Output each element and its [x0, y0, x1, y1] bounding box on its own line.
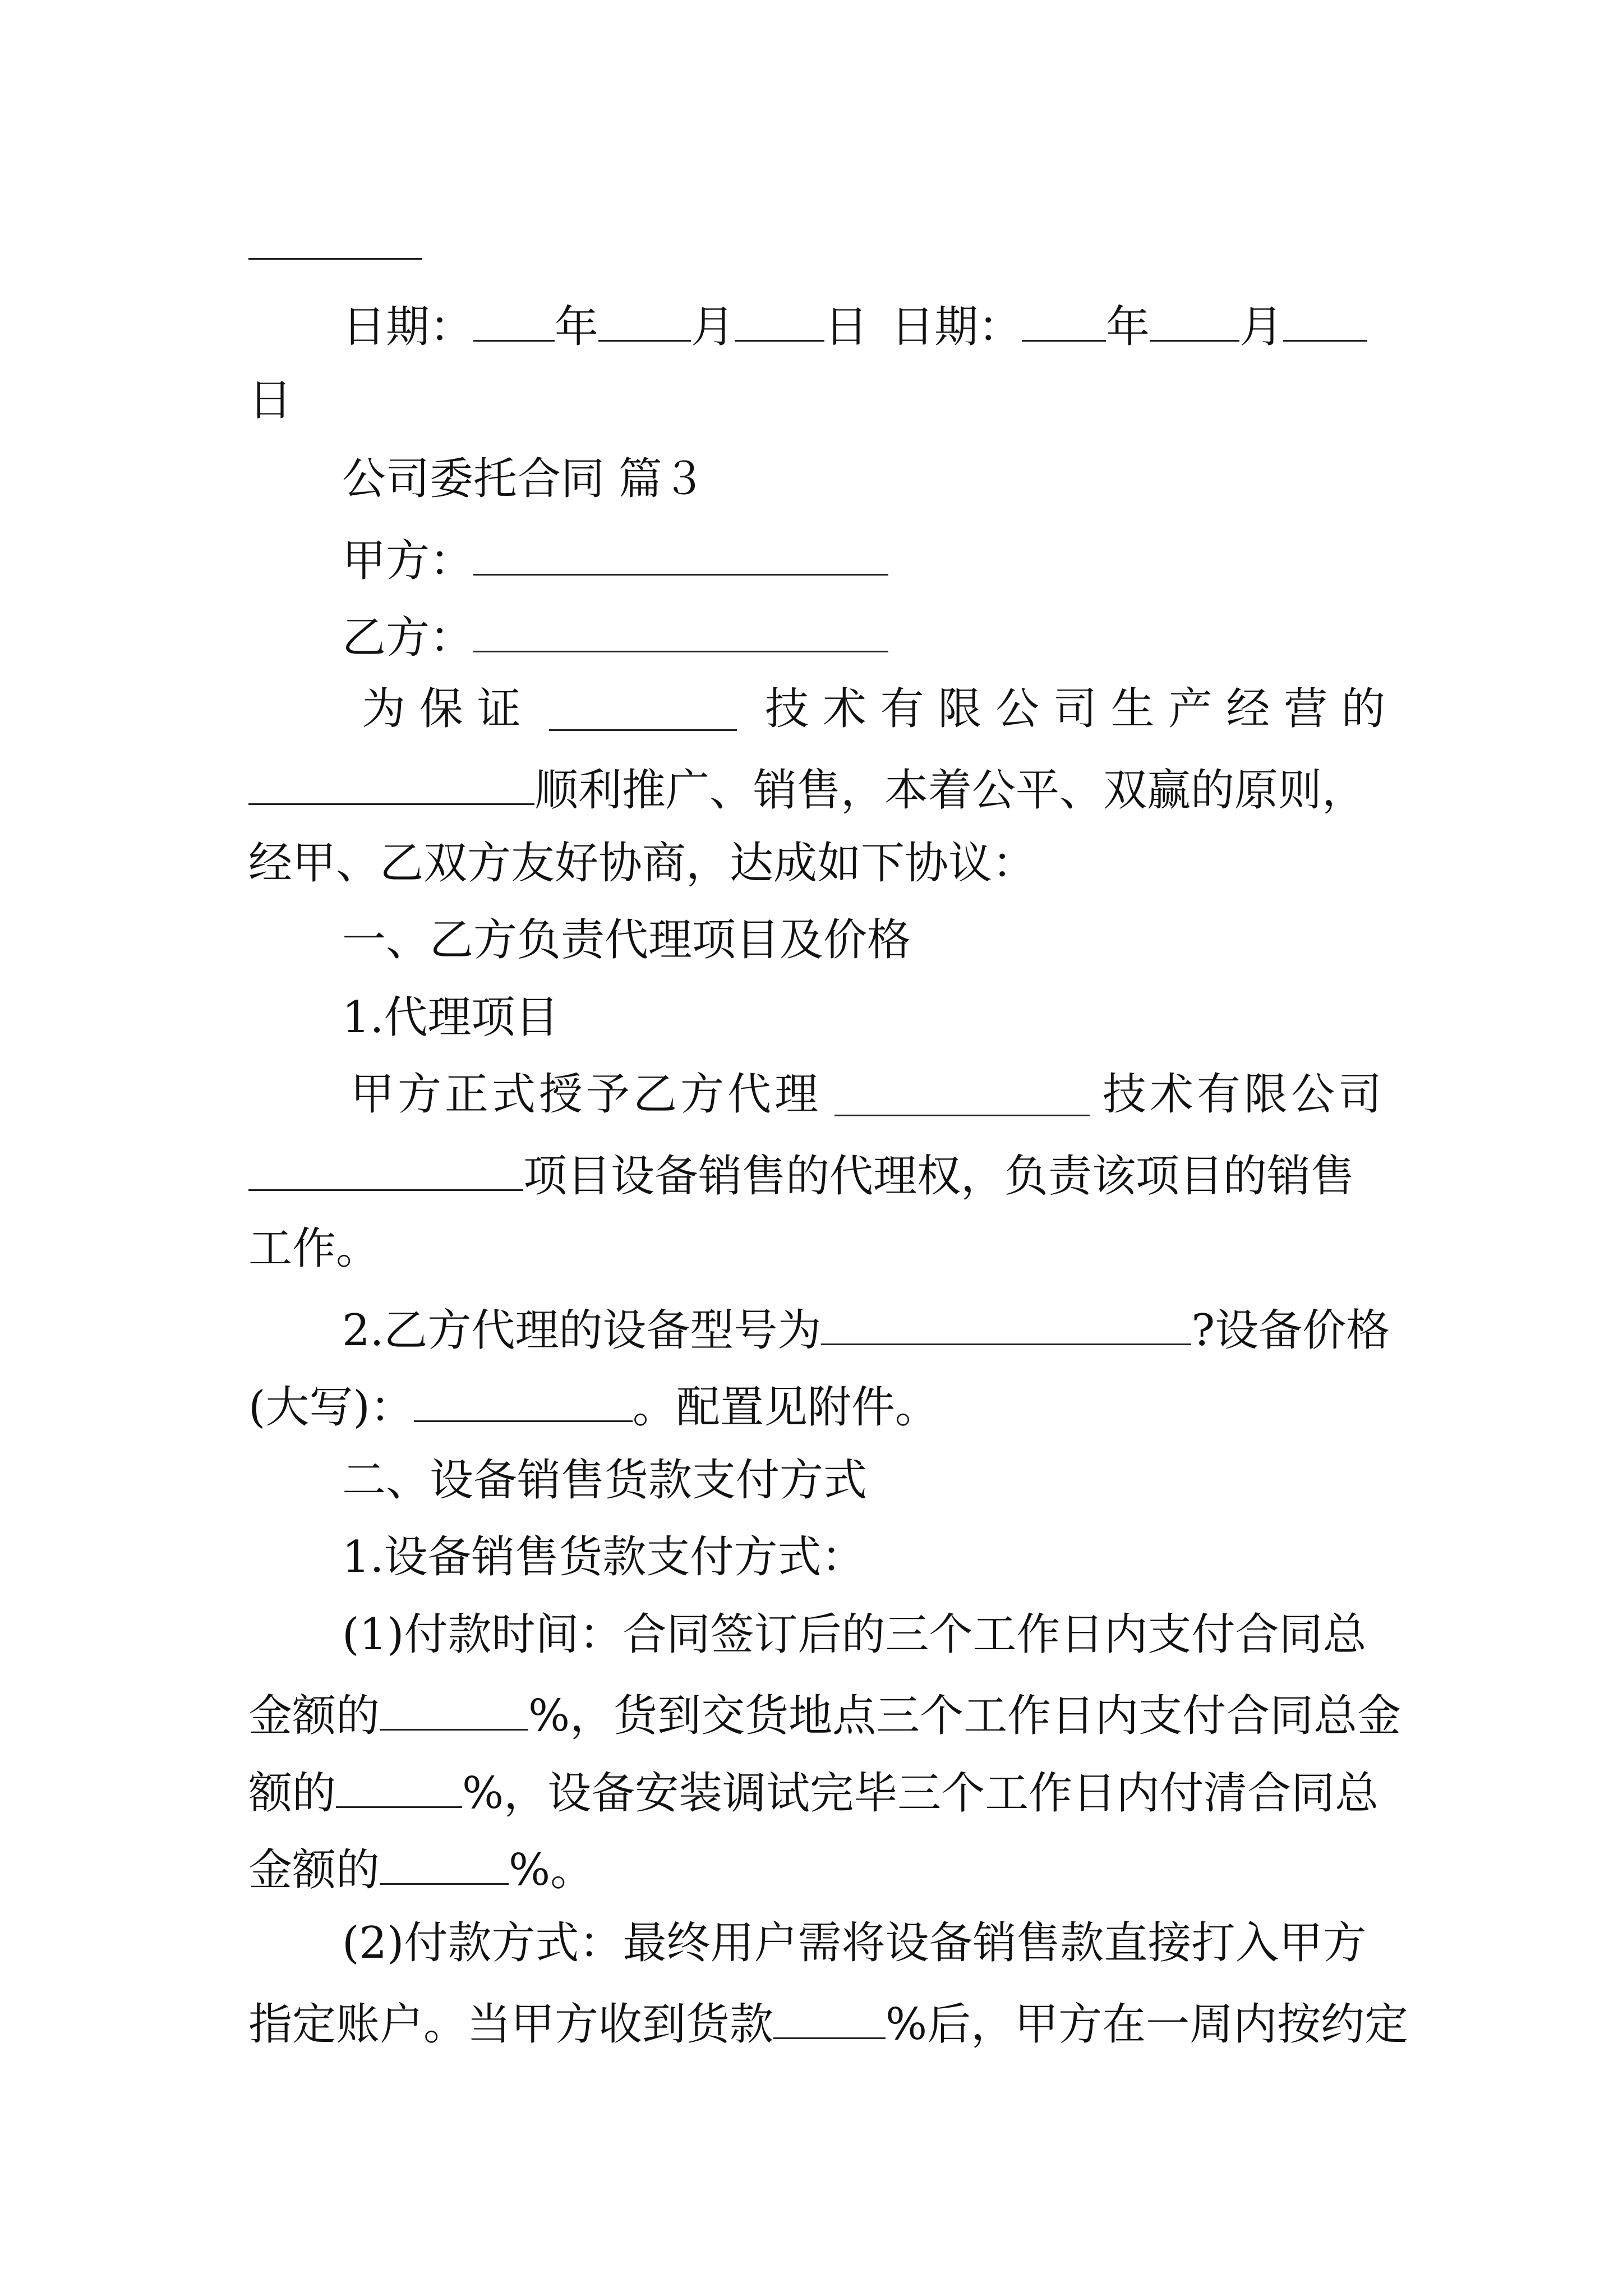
party-a-blank: [473, 535, 888, 576]
company-blank: [549, 690, 737, 731]
pay-time-text-a: 金额的: [248, 1691, 380, 1741]
day-blank-2: [1283, 301, 1367, 342]
month-label-1: 月: [691, 302, 735, 352]
para1-line2: [248, 764, 1366, 816]
item1-text-b: 技术有限公司: [1102, 1069, 1385, 1120]
pay-time-text-c: 额的: [248, 1768, 336, 1819]
pay-time-text-f: %。: [509, 1845, 594, 1895]
party-a-label: 甲方：: [342, 536, 474, 586]
item2-line1: [342, 1304, 1390, 1356]
item2-line2: [248, 1381, 939, 1433]
item2-text-a: 2.乙方代理的设备型号为: [342, 1305, 822, 1356]
item1-line2: [248, 1150, 1355, 1202]
para1-text-b: 技 术 有 限 公 司 生 产 经 营 的: [765, 684, 1385, 734]
month-blank-1: [598, 301, 691, 342]
price-blank: [414, 1381, 633, 1422]
para1-text-c: 顺利推广、销售，本着公平、双赢的原则，: [534, 765, 1366, 816]
year-label-2: 年: [1106, 302, 1150, 352]
item1-line1: [351, 1069, 1385, 1120]
project-blank: [248, 1150, 523, 1191]
percent-blank-3: [380, 1844, 509, 1885]
pay-method-text-a: 指定账户。当甲方收到货款: [248, 1999, 774, 2050]
year-label-1: 年: [555, 302, 599, 352]
agent-company-blank: [834, 1075, 1090, 1116]
year-blank-1: [473, 301, 555, 342]
date-label-1: 日期：: [342, 302, 474, 352]
pay-time-line2: [248, 1690, 1401, 1741]
month-label-2: 月: [1239, 302, 1284, 352]
party-b-label: 乙方：: [342, 613, 474, 663]
month-blank-2: [1150, 301, 1239, 342]
pay-method-line2: [248, 1998, 1409, 2050]
item1-line3: 工作。: [248, 1223, 380, 1274]
day-label-1: 日: [824, 302, 869, 352]
pay-time-text-d: %，设备安装调试完毕三个工作日内付清合同总: [462, 1768, 1379, 1819]
item1-text-a: 甲方正式授予乙方代理: [351, 1069, 822, 1120]
percent-blank-4: [773, 1998, 886, 2039]
pay-time-line1: (1)付款时间：合同签订后的三个工作日内支付合同总: [342, 1609, 1367, 1660]
para1-line3: 经甲、乙双方友好协商，达成如下协议：: [248, 838, 1036, 889]
pay-time-text-e: 金额的: [248, 1845, 380, 1895]
pay-time-text-b: %，货到交货地点三个工作日内支付合同总金: [528, 1691, 1401, 1741]
section1-title: 一、乙方负责代理项目及价格: [342, 915, 911, 965]
party-a-row: [342, 535, 888, 586]
product-blank: [248, 764, 534, 805]
item1-text-c: 项目设备销售的代理权，负责该项目的销售: [523, 1151, 1355, 1202]
pay-time-line3: [248, 1767, 1379, 1819]
section-heading: 公司委托合同 篇３: [342, 454, 706, 504]
pay-method-line1: (2)付款方式：最终用户需将设备销售款直接打入甲方: [342, 1918, 1367, 1968]
date-tail: 日: [248, 375, 293, 426]
section2-title: 二、设备销售货款支付方式: [342, 1455, 868, 1506]
model-blank: [821, 1304, 1191, 1345]
date-row: [342, 301, 1367, 352]
percent-blank-1: [380, 1690, 528, 1731]
para1-text-a: 为 保 证: [362, 684, 521, 734]
percent-blank-2: [336, 1767, 462, 1808]
item2-text-b: ?设备价格: [1191, 1305, 1390, 1356]
signature-line: [248, 258, 422, 260]
year-blank-2: [1022, 301, 1106, 342]
pay-method-text-b: %后，甲方在一周内按约定: [886, 1999, 1409, 2050]
pay-time-line4: [248, 1844, 594, 1895]
party-b-blank: [473, 611, 888, 652]
item1-title: 1.代理项目: [342, 992, 559, 1043]
pay-title: 1.设备销售货款支付方式：: [342, 1532, 865, 1582]
day-blank-1: [735, 301, 824, 342]
item2-text-c: (大写)：: [248, 1382, 414, 1433]
date-label-2: 日期：: [891, 302, 1022, 352]
para1-line1: [362, 684, 1385, 734]
item2-text-d: 。配置见附件。: [632, 1382, 939, 1433]
party-b-row: [342, 611, 888, 663]
